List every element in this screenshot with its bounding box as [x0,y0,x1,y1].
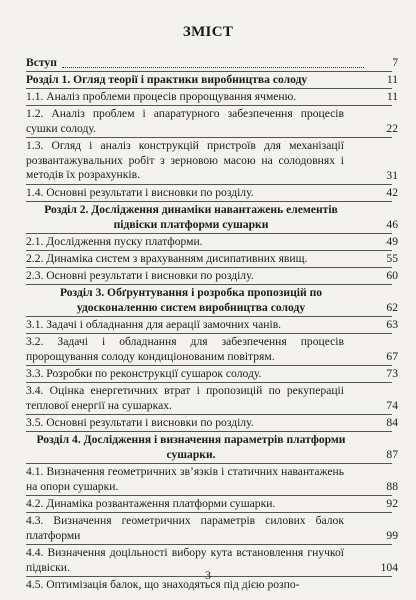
toc-entry [0,90,416,105]
row-divider [26,382,392,383]
toc-entry-page: 46 [386,218,398,232]
toc-entry [0,433,416,463]
toc-entry-text: 4.3. Визначення геометричних параметрів силових балок платформи [26,514,344,542]
toc-entry-page: 22 [386,122,398,136]
toc-entry-page: 67 [386,350,398,364]
row-divider [26,137,392,138]
toc-entry [0,203,416,233]
toc-entry [0,384,416,414]
page-number: 3 [205,568,211,582]
toc-entry [0,56,416,71]
toc-entry-page: 60 [386,269,398,283]
page-title: ЗМІСТ [182,24,234,40]
dot-leader [62,67,364,68]
toc-entry [0,497,416,512]
toc-entry [0,139,416,184]
toc-entry-text: 4.1. Визначення геометричних зв’язків і статичних навантажень на опори сушарки. [26,465,344,493]
row-divider [26,544,392,545]
toc-entry-text: 3.5. Основні результати і висновки по розділу. [26,416,254,429]
toc-entry-text: 1.3. Огляд і аналіз конструкцій пристроїв для механізації розвантажувальних робіт з зерновою масою на солодовнях і методів їх розрахунків. [26,139,344,182]
toc-entry-text: 2.1. Дослідження пуску платформи. [26,235,203,248]
toc-entry-page: 62 [386,301,398,315]
toc-entry-text: 3.1. Задачі і обладнання для аерації замочних чанів. [26,318,282,331]
row-divider [26,414,392,415]
row-divider [26,431,392,432]
toc-entry-text: Розділ 3. Обґрунтування і розробка пропозицій по удосконаленню систем виробництва солоду [59,286,323,314]
toc-entry [0,107,416,137]
toc-entry-page: 55 [386,252,398,266]
toc-entry-text: 1.4. Основні результати і висновки по розділу. [26,186,254,199]
toc-entry [0,514,416,544]
row-divider [26,316,392,317]
row-divider [26,201,392,202]
toc-entry-page: 49 [386,235,398,249]
toc-entry-page: 63 [386,318,398,332]
toc-entry [0,416,416,431]
toc-entry-text: 3.2. Задачі і обладнання для забезпечення процесів пророщування солоду кондиціонованим повітрям. [26,335,344,363]
toc-entry-page: 42 [386,186,398,200]
toc-entry-text: 2.2. Динаміка систем з врахуванням дисипативних явищ. [26,252,308,265]
toc-entry-text: 1.1. Аналіз проблеми процесів пророщування ячменю. [26,90,297,103]
toc-entry-page: 31 [386,169,398,183]
toc-entry [0,186,416,201]
row-divider [26,105,392,106]
toc-entry-page: 104 [380,561,398,575]
row-divider [26,333,392,334]
toc-entry-text: 4.2. Динаміка розвантаження платформи сушарки. [26,497,276,510]
toc-entry-text: 2.3. Основні результати і висновки по розділу. [26,269,254,282]
toc-entry [0,269,416,284]
row-divider [26,233,392,234]
toc-entry-page: 7 [392,56,398,70]
toc-entry-text: 4.5. Оптимізація балок, що знаходяться під дією розпо- [26,578,300,591]
toc-entry [0,235,416,250]
toc-entry [0,73,416,88]
toc-entry-page: 73 [386,367,398,381]
toc-entry [0,465,416,495]
toc-entry-page: 11 [386,73,398,87]
toc-entry-page: 74 [386,399,398,413]
row-divider [26,267,392,268]
toc-entry-page: 88 [386,480,398,494]
row-divider [26,495,392,496]
toc-entry-page: 11 [386,90,398,104]
toc-entry [0,252,416,267]
toc-entry-page: 92 [386,497,398,511]
toc-entry-page: 99 [386,529,398,543]
row-divider [26,88,392,89]
toc-entry-text: Розділ 1. Огляд теорії і практики виробництва солоду [26,73,308,86]
row-divider [26,284,392,285]
toc-entry-page: 87 [386,448,398,462]
toc-entry-text: 4.4. Визначення доцільності вибору кута встановлення гнучкої підвіски. [26,546,344,574]
row-divider [26,463,392,464]
toc-entry-text: Розділ 2. Дослідження динаміки навантажень елементів підвіски платформи сушарки [44,203,338,231]
row-divider [26,512,392,513]
toc-entry [0,318,416,333]
toc-entry-text: Вступ [26,56,57,69]
toc-entry [0,286,416,316]
row-divider [26,184,392,185]
row-divider [26,71,392,72]
toc-entry [0,335,416,365]
row-divider [26,250,392,251]
toc-entry-text: 3.3. Розробки по реконструкції сушарок солоду. [26,367,262,380]
toc-entry-text: Розділ 4. Дослідження і визначення параметрів платформи сушарки. [36,433,346,461]
table-of-contents [0,46,416,591]
toc-entry-page: 84 [386,416,398,430]
toc-entry [0,367,416,382]
toc-entry-text: 1.2. Аналіз проблем і апаратурного забезпечення процесів сушки солоду. [26,107,344,135]
row-divider [26,365,392,366]
toc-entry-text: 3.4. Оцінка енергетичних втрат і пропозицій по рекупераціі теплової енергії на сушарках. [26,384,344,412]
